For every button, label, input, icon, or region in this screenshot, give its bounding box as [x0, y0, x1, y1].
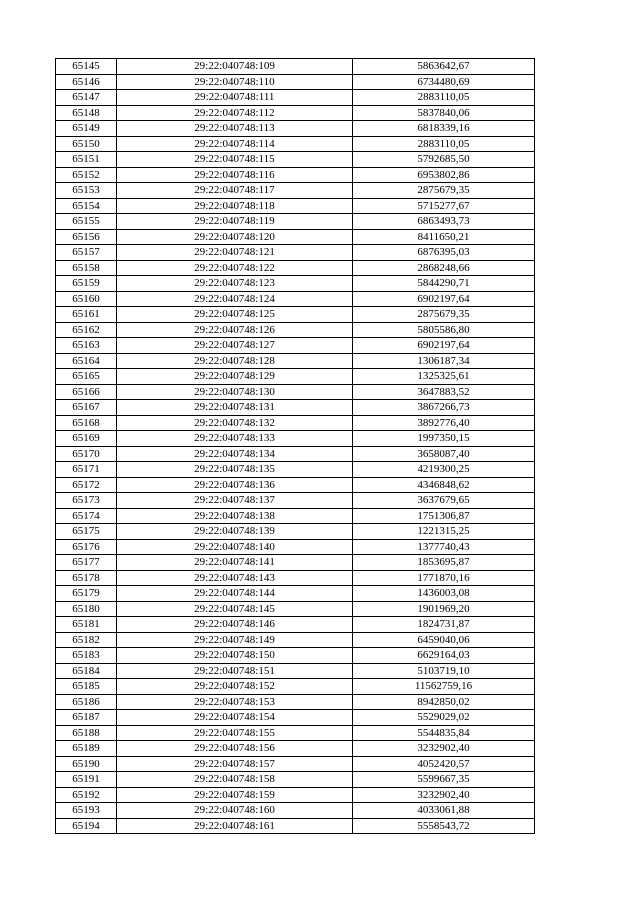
cadastral-number-cell: 29:22:040748:152: [117, 679, 353, 695]
table-row: [56, 679, 535, 695]
value-cell: 1771870,16: [353, 570, 535, 586]
cadastral-number-cell: 29:22:040748:138: [117, 508, 353, 524]
row-number-cell: 65153: [56, 183, 117, 199]
row-number-cell: 65164: [56, 353, 117, 369]
row-number-cell: 65194: [56, 818, 117, 834]
value-cell: 1306187,34: [353, 353, 535, 369]
row-number-cell: 65184: [56, 663, 117, 679]
cadastral-number-cell: 29:22:040748:128: [117, 353, 353, 369]
row-number-cell: 65169: [56, 431, 117, 447]
table-row: [56, 617, 535, 633]
value-cell: 1997350,15: [353, 431, 535, 447]
value-cell: 6953802,86: [353, 167, 535, 183]
table-row: [56, 756, 535, 772]
table-row: [56, 136, 535, 152]
row-number-cell: 65158: [56, 260, 117, 276]
value-cell: 8942850,02: [353, 694, 535, 710]
row-number-cell: 65160: [56, 291, 117, 307]
value-cell: 1436003,08: [353, 586, 535, 602]
table-row: [56, 183, 535, 199]
value-cell: 5792685,50: [353, 152, 535, 168]
table-row: [56, 446, 535, 462]
row-number-cell: 65190: [56, 756, 117, 772]
cadastral-number-cell: 29:22:040748:120: [117, 229, 353, 245]
cadastral-number-cell: 29:22:040748:140: [117, 539, 353, 555]
value-cell: 4033061,88: [353, 803, 535, 819]
row-number-cell: 65177: [56, 555, 117, 571]
cadastral-number-cell: 29:22:040748:118: [117, 198, 353, 214]
row-number-cell: 65175: [56, 524, 117, 540]
row-number-cell: 65161: [56, 307, 117, 323]
table-row: [56, 307, 535, 323]
table-row: [56, 555, 535, 571]
table-row: [56, 524, 535, 540]
value-cell: 6863493,73: [353, 214, 535, 230]
cadastral-number-cell: 29:22:040748:117: [117, 183, 353, 199]
table-row: [56, 462, 535, 478]
value-cell: 11562759,16: [353, 679, 535, 695]
table-row: [56, 586, 535, 602]
value-cell: 4346848,62: [353, 477, 535, 493]
row-number-cell: 65179: [56, 586, 117, 602]
row-number-cell: 65171: [56, 462, 117, 478]
cadastral-number-cell: 29:22:040748:129: [117, 369, 353, 385]
cadastral-number-cell: 29:22:040748:153: [117, 694, 353, 710]
cadastral-number-cell: 29:22:040748:109: [117, 59, 353, 75]
row-number-cell: 65189: [56, 741, 117, 757]
value-cell: 3637679,65: [353, 493, 535, 509]
table-row: [56, 322, 535, 338]
cadastral-number-cell: 29:22:040748:146: [117, 617, 353, 633]
cadastral-number-cell: 29:22:040748:111: [117, 90, 353, 106]
row-number-cell: 65146: [56, 74, 117, 90]
value-cell: 3232902,40: [353, 741, 535, 757]
value-cell: 1751306,87: [353, 508, 535, 524]
value-cell: 5103719,10: [353, 663, 535, 679]
table-row: [56, 725, 535, 741]
value-cell: 4219300,25: [353, 462, 535, 478]
table-row: [56, 648, 535, 664]
cadastral-number-cell: 29:22:040748:149: [117, 632, 353, 648]
table-row: [56, 694, 535, 710]
cadastral-number-cell: 29:22:040748:145: [117, 601, 353, 617]
table-row: [56, 152, 535, 168]
cadastral-number-cell: 29:22:040748:127: [117, 338, 353, 354]
row-number-cell: 65188: [56, 725, 117, 741]
cadastral-number-cell: 29:22:040748:159: [117, 787, 353, 803]
row-number-cell: 65151: [56, 152, 117, 168]
value-cell: 4052420,57: [353, 756, 535, 772]
row-number-cell: 65174: [56, 508, 117, 524]
value-cell: 5863642,67: [353, 59, 535, 75]
cadastral-number-cell: 29:22:040748:161: [117, 818, 353, 834]
value-cell: 6876395,03: [353, 245, 535, 261]
row-number-cell: 65187: [56, 710, 117, 726]
value-cell: 3892776,40: [353, 415, 535, 431]
cadastral-number-cell: 29:22:040748:112: [117, 105, 353, 121]
value-cell: 3867266,73: [353, 400, 535, 416]
value-cell: 6629164,03: [353, 648, 535, 664]
value-cell: 5544835,84: [353, 725, 535, 741]
table-row: [56, 105, 535, 121]
cadastral-number-cell: 29:22:040748:133: [117, 431, 353, 447]
table-row: [56, 601, 535, 617]
row-number-cell: 65150: [56, 136, 117, 152]
table-row: [56, 59, 535, 75]
table-row: [56, 741, 535, 757]
value-cell: 5715277,67: [353, 198, 535, 214]
row-number-cell: 65191: [56, 772, 117, 788]
cadastral-number-cell: 29:22:040748:158: [117, 772, 353, 788]
table-row: [56, 74, 535, 90]
value-cell: 5599667,35: [353, 772, 535, 788]
cadastral-number-cell: 29:22:040748:110: [117, 74, 353, 90]
cadastral-number-cell: 29:22:040748:139: [117, 524, 353, 540]
table-row: [56, 493, 535, 509]
row-number-cell: 65182: [56, 632, 117, 648]
cadastral-number-cell: 29:22:040748:131: [117, 400, 353, 416]
table-row: [56, 291, 535, 307]
table-row: [56, 276, 535, 292]
table-row: [56, 539, 535, 555]
value-cell: 1853695,87: [353, 555, 535, 571]
table-row: [56, 229, 535, 245]
row-number-cell: 65183: [56, 648, 117, 664]
row-number-cell: 65186: [56, 694, 117, 710]
row-number-cell: 65185: [56, 679, 117, 695]
value-cell: 1901969,20: [353, 601, 535, 617]
table-row: [56, 415, 535, 431]
value-cell: 5805586,80: [353, 322, 535, 338]
row-number-cell: 65176: [56, 539, 117, 555]
cadastral-number-cell: 29:22:040748:155: [117, 725, 353, 741]
value-cell: 2883110,05: [353, 90, 535, 106]
row-number-cell: 65156: [56, 229, 117, 245]
table-row: [56, 772, 535, 788]
table-row: [56, 508, 535, 524]
value-cell: 5529029,02: [353, 710, 535, 726]
value-cell: 3232902,40: [353, 787, 535, 803]
table-row: [56, 384, 535, 400]
table-row: [56, 167, 535, 183]
table-row: [56, 632, 535, 648]
cadastral-number-cell: 29:22:040748:130: [117, 384, 353, 400]
cadastral-number-cell: 29:22:040748:132: [117, 415, 353, 431]
cadastral-number-cell: 29:22:040748:119: [117, 214, 353, 230]
table-row: [56, 803, 535, 819]
value-cell: 1325325,61: [353, 369, 535, 385]
cadastral-value-table: [55, 58, 535, 834]
cadastral-number-cell: 29:22:040748:150: [117, 648, 353, 664]
value-cell: 6459040,06: [353, 632, 535, 648]
value-cell: 2875679,35: [353, 183, 535, 199]
cadastral-number-cell: 29:22:040748:136: [117, 477, 353, 493]
row-number-cell: 65165: [56, 369, 117, 385]
cadastral-number-cell: 29:22:040748:124: [117, 291, 353, 307]
value-cell: 2875679,35: [353, 307, 535, 323]
cadastral-number-cell: 29:22:040748:154: [117, 710, 353, 726]
value-cell: 3647883,52: [353, 384, 535, 400]
table-row: [56, 477, 535, 493]
value-cell: 1824731,87: [353, 617, 535, 633]
cadastral-number-cell: 29:22:040748:115: [117, 152, 353, 168]
cadastral-number-cell: 29:22:040748:156: [117, 741, 353, 757]
value-cell: 2883110,05: [353, 136, 535, 152]
table-row: [56, 400, 535, 416]
cadastral-number-cell: 29:22:040748:144: [117, 586, 353, 602]
table-row: [56, 121, 535, 137]
table-row: [56, 198, 535, 214]
cadastral-number-cell: 29:22:040748:126: [117, 322, 353, 338]
table-row: [56, 710, 535, 726]
cadastral-number-cell: 29:22:040748:151: [117, 663, 353, 679]
cadastral-number-cell: 29:22:040748:113: [117, 121, 353, 137]
value-cell: 2868248,66: [353, 260, 535, 276]
row-number-cell: 65155: [56, 214, 117, 230]
row-number-cell: 65152: [56, 167, 117, 183]
row-number-cell: 65173: [56, 493, 117, 509]
table-row: [56, 787, 535, 803]
table-row: [56, 431, 535, 447]
cadastral-number-cell: 29:22:040748:137: [117, 493, 353, 509]
value-cell: 6902197,64: [353, 338, 535, 354]
table-row: [56, 260, 535, 276]
table-row: [56, 570, 535, 586]
value-cell: 6818339,16: [353, 121, 535, 137]
row-number-cell: 65167: [56, 400, 117, 416]
value-cell: 1377740,43: [353, 539, 535, 555]
value-cell: 6902197,64: [353, 291, 535, 307]
table-row: [56, 214, 535, 230]
row-number-cell: 65178: [56, 570, 117, 586]
table-row: [56, 818, 535, 834]
row-number-cell: 65193: [56, 803, 117, 819]
row-number-cell: 65157: [56, 245, 117, 261]
table-row: [56, 338, 535, 354]
value-cell: 1221315,25: [353, 524, 535, 540]
row-number-cell: 65181: [56, 617, 117, 633]
row-number-cell: 65154: [56, 198, 117, 214]
cadastral-number-cell: 29:22:040748:114: [117, 136, 353, 152]
cadastral-number-cell: 29:22:040748:135: [117, 462, 353, 478]
cadastral-number-cell: 29:22:040748:125: [117, 307, 353, 323]
row-number-cell: 65145: [56, 59, 117, 75]
value-cell: 3658087,40: [353, 446, 535, 462]
value-cell: 5837840,06: [353, 105, 535, 121]
cadastral-number-cell: 29:22:040748:134: [117, 446, 353, 462]
table-row: [56, 369, 535, 385]
row-number-cell: 65170: [56, 446, 117, 462]
value-cell: 5844290,71: [353, 276, 535, 292]
cadastral-number-cell: 29:22:040748:121: [117, 245, 353, 261]
cadastral-number-cell: 29:22:040748:116: [117, 167, 353, 183]
table-row: [56, 353, 535, 369]
row-number-cell: 65147: [56, 90, 117, 106]
row-number-cell: 65149: [56, 121, 117, 137]
row-number-cell: 65166: [56, 384, 117, 400]
table-row: [56, 663, 535, 679]
value-cell: 8411650,21: [353, 229, 535, 245]
cadastral-number-cell: 29:22:040748:160: [117, 803, 353, 819]
value-cell: 5558543,72: [353, 818, 535, 834]
row-number-cell: 65162: [56, 322, 117, 338]
cadastral-number-cell: 29:22:040748:157: [117, 756, 353, 772]
table-row: [56, 245, 535, 261]
table-row: [56, 90, 535, 106]
row-number-cell: 65168: [56, 415, 117, 431]
row-number-cell: 65192: [56, 787, 117, 803]
row-number-cell: 65163: [56, 338, 117, 354]
table-body: [56, 59, 535, 834]
cadastral-number-cell: 29:22:040748:143: [117, 570, 353, 586]
cadastral-number-cell: 29:22:040748:123: [117, 276, 353, 292]
cadastral-number-cell: 29:22:040748:122: [117, 260, 353, 276]
row-number-cell: 65148: [56, 105, 117, 121]
row-number-cell: 65159: [56, 276, 117, 292]
row-number-cell: 65180: [56, 601, 117, 617]
value-cell: 6734480,69: [353, 74, 535, 90]
row-number-cell: 65172: [56, 477, 117, 493]
cadastral-number-cell: 29:22:040748:141: [117, 555, 353, 571]
